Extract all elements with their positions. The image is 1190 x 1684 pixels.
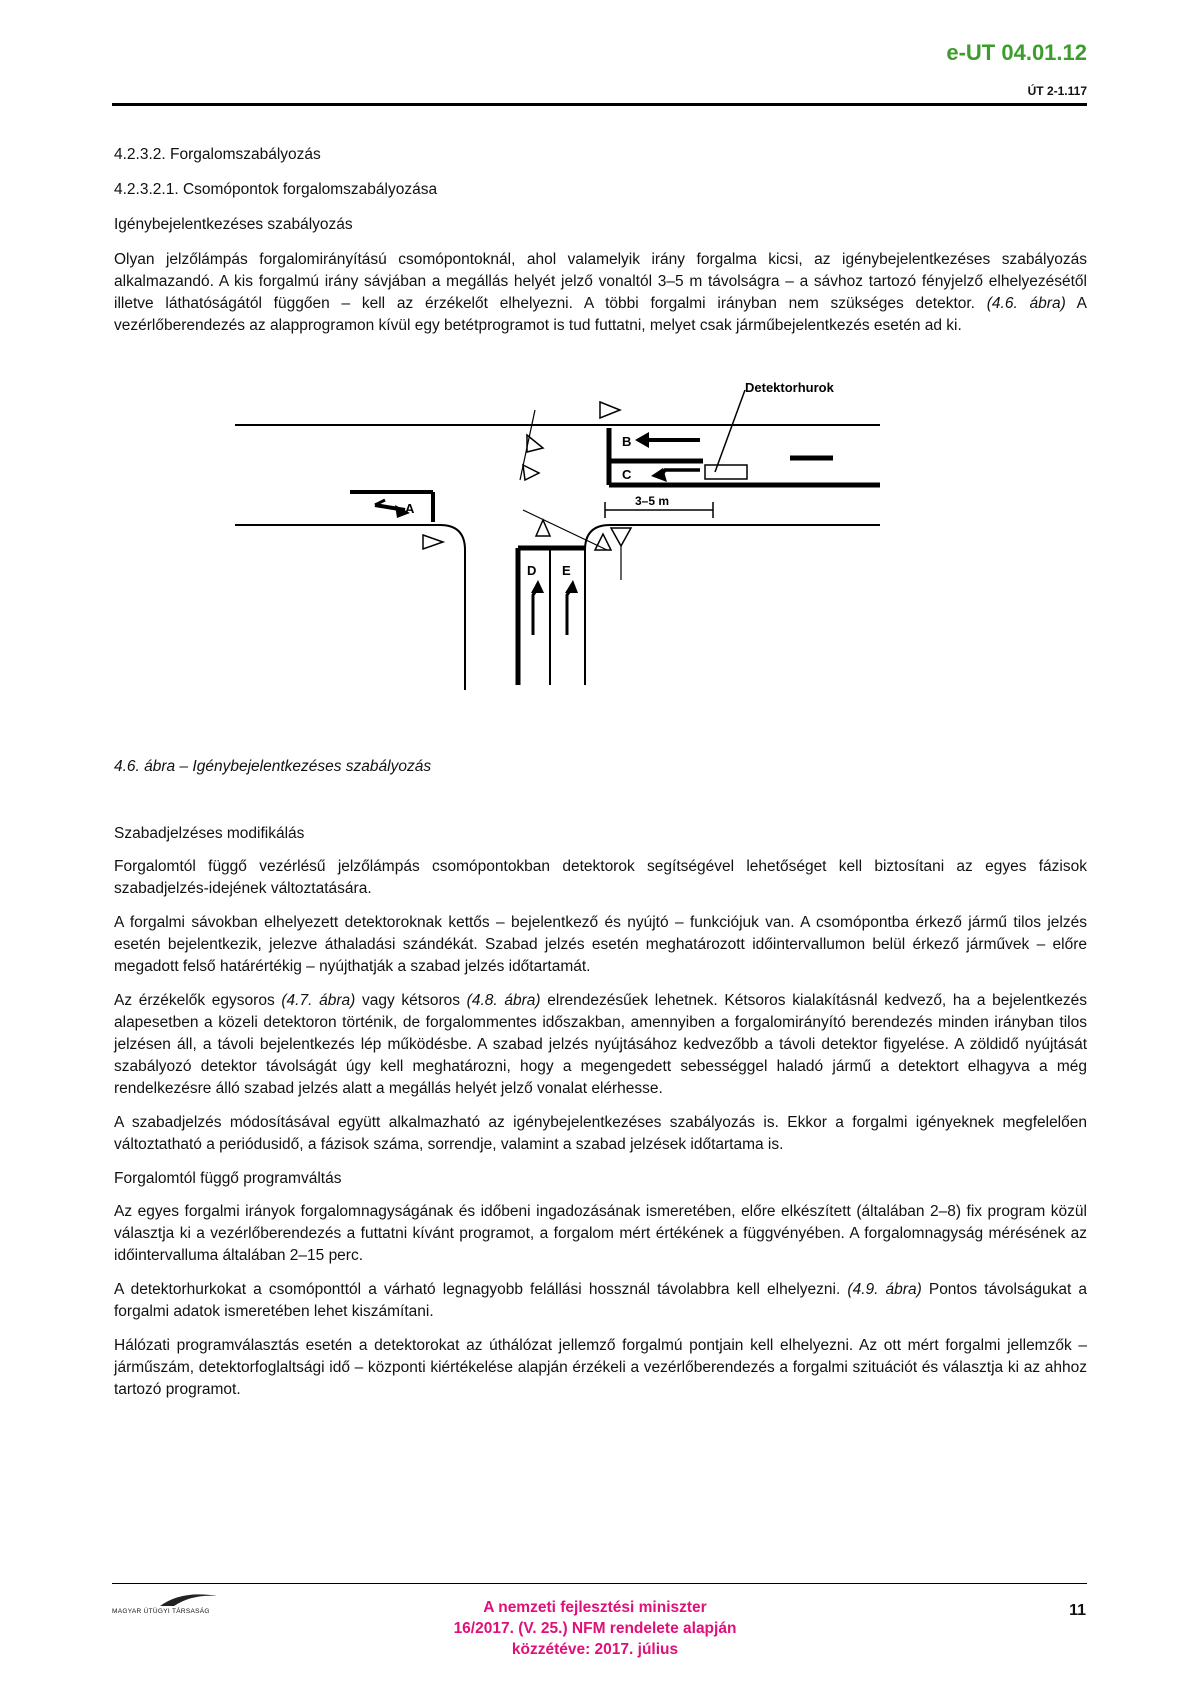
paragraph-3: Az érzékelők egysoros (4.7. ábra) vagy kétsoros (4.8. ábra) elrendezésűek lehetnek. Kétsoros kialakításnál kedvező, ha a bejelentkezés alapesetben a közeli detektoron történik, de forgalommentes időszakban, amennyiben a forgalomirányító berendezés minden irányban tilos jelzésen áll, a távoli bejelentkezés lép működésbe. A szabad jelzés nyújtásához kedvezőbb a távoli detektor figyelése. A zöldidő nyújtását szabályozó detektor távolságát úgy kell meghatározni, hogy a megengedett sebességgel haladó jármű a detektort elhagyva a még rendelkezésre álló szabad jelzés alatt a megállás helyét jelző vonalat elérhesse.: [114, 992, 1087, 1097]
publication-note: [360, 1597, 830, 1660]
main-content-top: [114, 144, 1087, 349]
figure-reference: (4.7. ábra): [281, 992, 356, 1009]
header-code: e-UT 04.01.12: [946, 40, 1087, 65]
figure-caption: 4.6. ábra – Igénybejelentkezéses szabályozás: [114, 758, 432, 775]
figure-reference: (4.6. ábra): [986, 295, 1066, 312]
section-heading-3: Igénybejelentkezéses szabályozás: [114, 216, 353, 233]
lane-label-a: A: [405, 501, 415, 516]
subheading-program-change: Forgalomtól függő programváltás: [114, 1170, 342, 1187]
header-rule: [112, 103, 1087, 106]
section-heading-2: 4.2.3.2.1. Csomópontok forgalomszabályozása: [114, 181, 438, 198]
society-logo: [112, 1590, 262, 1618]
lane-label-e: E: [562, 563, 571, 578]
header-standard-number: ÚT 2-1.117: [1027, 84, 1087, 98]
paragraph-7: Hálózati programválasztás esetén a detektorokat az úthálózat jellemző forgalmú pontjain kell elhelyezni. Az ott mért forgalmi jellemzők – járműszám, detektorfoglaltsági idő – központi kiértékelése alapján érzékeli a vezérlőberendezés a forgalmi szituációt és választja ki az ahhoz tartozó programot.: [114, 1337, 1087, 1398]
lane-label-d: D: [527, 563, 537, 578]
paragraph-1: Forgalomtól függő vezérlésű jelzőlámpás csomópontokban detektorok segítségével lehetőséget kell biztosítani az egyes fázisok szabadjelzés-idejének változtatására.: [114, 858, 1087, 897]
lane-label-b: B: [622, 434, 632, 449]
distance-label: 3–5 m: [635, 494, 670, 508]
paragraph-2: A forgalmi sávokban elhelyezett detektoroknak kettős – bejelentkező és nyújtó – funkciójuk van. A csomópontba érkező jármű tilos jelzés esetén bejelentkezik, jelezve áthaladási szándékát. Szabad jelzés esetén meghatározott időintervallumon belül érkező járművek – előre megadott felső határértékig – nyújthatják a szabad jelzés időtartamát.: [114, 914, 1087, 975]
society-logo-text: MAGYAR ÚTÜGYI TÁRSASÁG: [112, 1608, 210, 1615]
detector-loop-label: Detektorhurok: [745, 380, 834, 395]
publication-note-line-3: közzétéve: 2017. július: [511, 1641, 679, 1658]
paragraph-6: A detektorhurkokat a csomóponttól a várható legnagyobb felállási hossznál távolabbra kell elhelyezni. (4.9. ábra) Pontos távolságukat a forgalmi adatok ismeretében lehet kiszámítani.: [114, 1281, 1087, 1320]
section-heading-1: 4.2.3.2. Forgalomszabályozás: [114, 146, 321, 163]
paragraph-4: A szabadjelzés módosításával együtt alkalmazható az igénybejelentkezéses szabályozás is. Ekkor a forgalmi igényeknek megfelelően változtatható a periódusidő, a fázisok száma, sorrendje, valamint a szabad jelzések időtartama is.: [114, 1114, 1087, 1153]
paragraph-intro: Olyan jelzőlámpás forgalomirányítású csomópontoknál, ahol valamelyik irány forgalma kicsi, az igénybejelentkezéses szabályozás alkalmazandó. A kis forgalmú irány sávjában a megállás helyét jelző vonaltól 3–5 m távolságra – a sávhoz tartozó fényjelző elhelyezésétől illetve láthatóságától függően – kell az érzékelőt elhelyezni. A többi forgalmi irányban nem szükséges detektor. (4.6. ábra) A vezérlőberendezés az alapprogramon kívül egy betétprogramot is tud futtatni, melyet csak járműbejelentkezés esetén ad ki.: [114, 251, 1087, 334]
intersection-diagram: [235, 380, 955, 740]
page-number: 11: [1069, 1602, 1086, 1619]
paragraph-5: Az egyes forgalmi irányok forgalomnagyságának és időbeni ingadozásának ismeretében, előre elkészített (általában 2–8) fix program közül választja ki a vezérlőberendezés a futtatni kívánt programot, a forgalom mért értékének a függvényében. A forgalomnagyság mérésének az időintervalluma általában 2–15 perc.: [114, 1203, 1087, 1264]
publication-note-line-1: A nemzeti fejlesztési miniszter: [483, 1599, 707, 1616]
intersection-diagram-svg: [235, 380, 955, 740]
lane-label-c: C: [622, 467, 632, 482]
publication-note-line-2: 16/2017. (V. 25.) NFM rendelete alapján: [453, 1620, 737, 1637]
figure-reference: (4.8. ábra): [466, 992, 541, 1009]
logo-swoosh-icon: [112, 1590, 262, 1608]
subheading-free-signal: Szabadjelzéses modifikálás: [114, 825, 305, 842]
main-content-bottom: [114, 823, 1087, 1413]
figure-reference: (4.9. ábra): [847, 1281, 922, 1298]
footer-rule: [112, 1583, 1087, 1584]
